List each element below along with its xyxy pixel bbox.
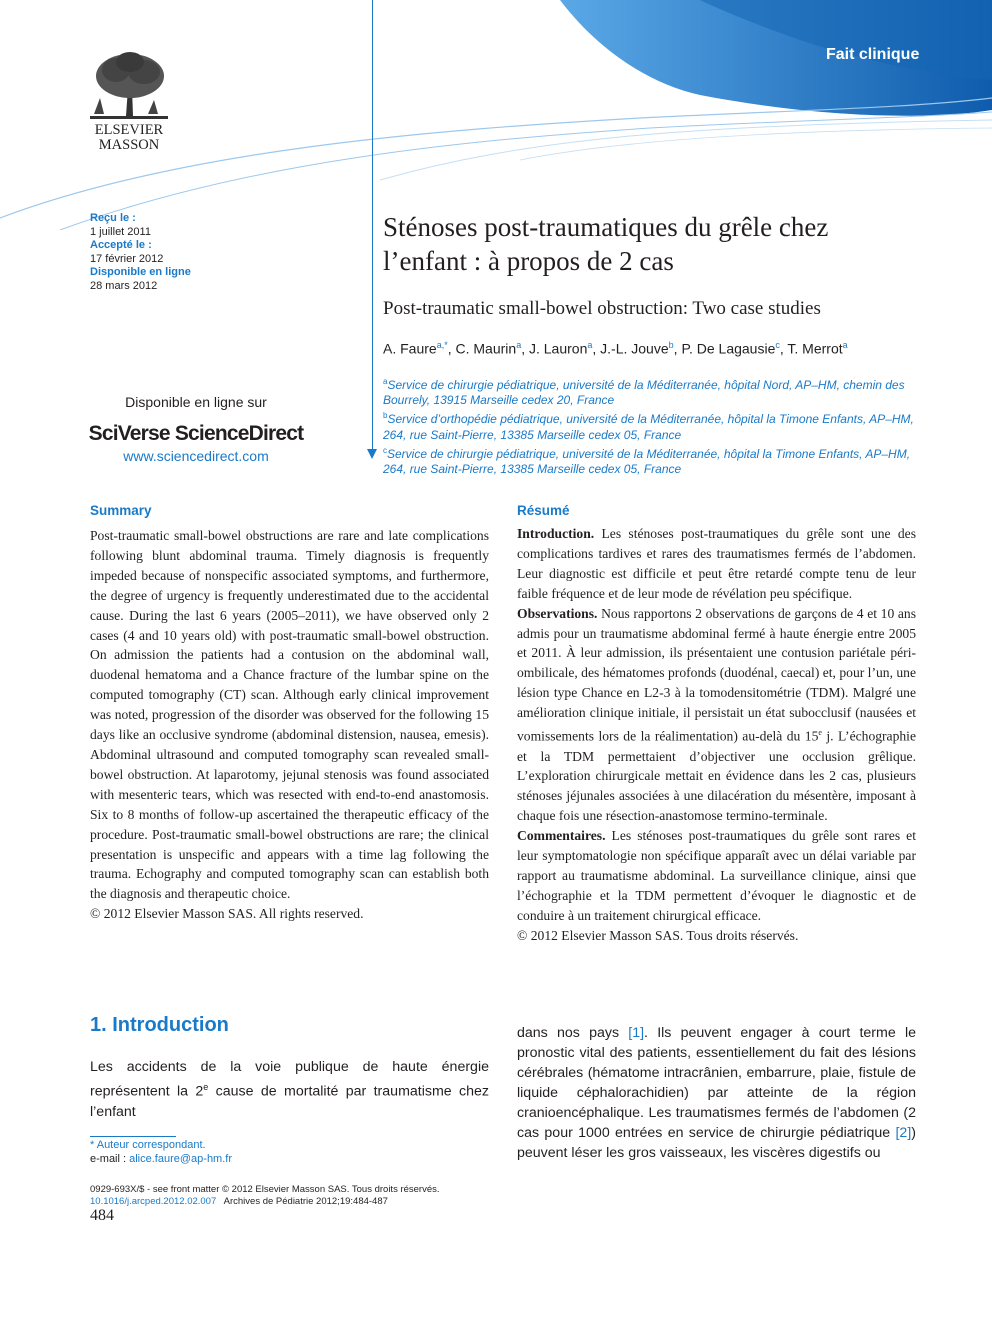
affiliations xyxy=(383,374,923,477)
arrow-down-icon xyxy=(367,449,377,459)
author-list: A. Faure$^{a,*}$, C. Maurin$^a$, J. Lauron$^a$, J.-L. Jouve$^b$, P. De Lagausie$^c$, T. Merrot$^a$ xyxy=(383,340,848,357)
sciencedirect-logo: SciVerse ScienceDirect xyxy=(88,422,304,445)
page-footer xyxy=(90,1184,440,1208)
footnote-divider xyxy=(90,1136,176,1137)
resume-copyright: © 2012 Elsevier Masson SAS. Tous droits réservés. xyxy=(517,927,799,943)
email-link[interactable]: alice.faure@ap-hm.fr xyxy=(129,1153,232,1165)
author-affil-mark: a,* xyxy=(436,340,448,350)
introduction-heading: 1. Introduction xyxy=(90,1014,229,1036)
author: J. Lauron xyxy=(528,340,588,357)
author-affil-mark: a xyxy=(516,340,522,350)
author-affil-mark: a xyxy=(587,340,593,350)
online-date: 28 mars 2012 xyxy=(90,279,158,292)
citation-link[interactable]: [1] xyxy=(628,1025,645,1041)
author: T. Merrot xyxy=(787,340,843,357)
footnote xyxy=(90,1138,232,1166)
issn-line: 0929-693X/$ - see front matter © 2012 Elsevier Masson SAS. Tous droits réservés. xyxy=(90,1184,440,1195)
author: C. Maurin xyxy=(455,340,517,357)
sciencedirect-box xyxy=(86,394,306,464)
article-title: Sténoses post-traumatiques du grêle chez l’enfant : à propos de 2 cas xyxy=(383,212,829,276)
resume-commentaires: Commentaires. Les sténoses post-traumatiques du grêle sont rares et leur symptomatologie non spécifique apparaît avec un délai variable par rapport au traumatisme abdominal. La surveillance clinique, ainsi que l’échographie et la TDM permettent d’évoquer le diagnostic et de conduire à un traitement chirurgical efficace. xyxy=(517,828,916,923)
author: A. Faure xyxy=(383,340,437,357)
resume-introduction: Introduction. Les sténoses post-traumatiques du grêle sont une des complications tardives et rares des traumatismes fermés de l’abdomen. Leur diagnostic est difficile et peut être retardé compte tenu de leur faible fréquence et de leur mode de révélation peu spécifique. xyxy=(517,526,916,601)
author-affil-mark: c xyxy=(775,340,780,350)
publisher-logo xyxy=(86,48,172,152)
elsevier-tree-icon xyxy=(86,48,172,152)
doi-link[interactable]: 10.1016/j.arcped.2012.02.007 xyxy=(90,1196,217,1207)
author: P. De Lagausie xyxy=(681,340,776,357)
article-title-english: Post-traumatic small-bowel obstruction: Two case studies xyxy=(383,298,821,319)
affiliation: $^c$Service de chirurgie pédiatrique, université de la Méditerranée, hôpital la Timone Enfants, AP–HM, 264, rue Saint-Pierre, 13385 Marseille cedex 05, France xyxy=(383,445,911,477)
introduction-text-right: dans nos pays [1]. Ils peuvent engager à court terme le pronostic vital des patients, essentiellement du fait des lésions cérébrales (hématome intracrânien, embarrure, plaie, fistule de liquide céphalorachidien) par atteinte de la région cranioencéphalique. Les traumatismes fermés de l’abdomen (2 cas pour 1000 entrées en service de chirurgie pédiatrique [2]) peuvent léser les gros vaisseaux, les viscères digestifs ou xyxy=(517,1025,916,1161)
resume-abstract xyxy=(517,524,916,946)
author-affil-mark: b xyxy=(668,340,674,350)
available-online-text: Disponible en ligne sur xyxy=(125,394,267,410)
sciencedirect-link[interactable]: www.sciencedirect.com xyxy=(123,448,269,464)
affiliation: $^b$Service d’orthopédie pédiatrique, université de la Méditerranée, hôpital la Timone Enfants, AP–HM, 264, rue Saint-Pierre, 13385 Marseille cedex 05, France xyxy=(383,411,914,442)
introduction-text-left: Les accidents de la voie publique de haute énergie représentent la 2e cause de mortalité par traumatisme chez l’enfant xyxy=(90,1059,489,1120)
accepted-label: Accepté le : xyxy=(90,239,152,251)
author: J.-L. Jouve xyxy=(600,340,669,357)
resume-heading: Résumé xyxy=(517,503,570,518)
email-line: e-mail : alice.faure@ap-hm.fr xyxy=(90,1153,232,1165)
vertical-divider xyxy=(372,0,373,456)
summary-heading: Summary xyxy=(90,503,152,518)
corresponding-author-note: * Auteur correspondant. xyxy=(90,1139,206,1151)
resume-observations: Observations. Nous rapportons 2 observations de garçons de 4 et 10 ans admis pour un traumatisme abdominal fermé à haute énergie entre 2005 et 2011. À leur admission, ils présentaient une contusion pariétale péri-ombilicale, des hématomes profonds (duodénal, caecal) et, pour l’un, une lésion type Chance en L2-3 à la tomodensitométrie (TDM). Malgré une amélioration clinique initiale, il persistait un état subocclusif (nausées et vomissements lors de la réalimentation) au-delà du 15e j. L’échographie et la TDM permettaient d’objectiver une occlusion grêlique. L’exploration chirurgicale mettait en évidence dans les 2 cas, plusieurs sténoses jéjunales associées à une dilacération du mésentère, imposant à chaque fois une résection-anastomose termino-terminale. xyxy=(517,605,916,824)
svg-text:ELSEVIER: ELSEVIER xyxy=(94,122,164,138)
summary-copyright: © 2012 Elsevier Masson SAS. All rights reserved. xyxy=(90,906,364,922)
author-affil-mark: a xyxy=(842,340,848,350)
received-date: 1 juillet 2011 xyxy=(90,225,151,238)
article-dates xyxy=(90,212,191,293)
affiliation: $^a$Service de chirurgie pédiatrique, université de la Méditerranée, hôpital Nord, AP–HM, chemin des Bourrely, 13915 Marseille cedex 20, France xyxy=(383,377,905,408)
summary-text: Post-traumatic small-bowel obstructions are rare and late complications following blunt abdominal trauma. Timely diagnosis is frequently impeded because of nonspecific associated symptoms, and furthermore, the degree of urgency is frequently underestimated due to the accidental cause. During the last 6 years (2005–2011), we have observed only 2 cases (4 and 10 years old) with post-traumatic small-bowel obstruction. On admission the patients had a contusion on the abdominal wall, duodenal hematoma and a Chance fracture of the lumbar spine on the computed tomography (CT) scan. Although early clinical improvement was noted, progression of the disorder was observed for the following 15 days like an occlusive syndrome (abdominal distension, nausea, emesis). Abdominal ultrasound and computed tomography scan revealed small-bowel obstruction. At laparotomy, jejunal stenosis was found associated with mesenteric tears, which was resected with end-to-end anastomosis. Six to 8 months of follow-up ascertained the therapeutic efficacy of the procedure. Post-traumatic small-bowel obstructions are rare; the clinical presentation is unspecific and appears with a time lag following the trauma. Echography and computed tomography scan can establish both the diagnosis and therapeutic choice. xyxy=(90,528,489,902)
received-label: Reçu le : xyxy=(90,212,136,224)
svg-text:MASSON: MASSON xyxy=(98,137,160,152)
accepted-date: 17 février 2012 xyxy=(90,252,164,265)
online-label: Disponible en ligne xyxy=(90,266,191,278)
doi-line: 10.1016/j.arcped.2012.02.007 Archives de Pédiatrie 2012;19:484-487 xyxy=(90,1196,388,1207)
citation-link[interactable]: [2] xyxy=(895,1125,912,1141)
page-number: 484 xyxy=(90,1207,114,1224)
summary-abstract xyxy=(90,526,489,924)
section-label: Fait clinique xyxy=(826,46,920,63)
